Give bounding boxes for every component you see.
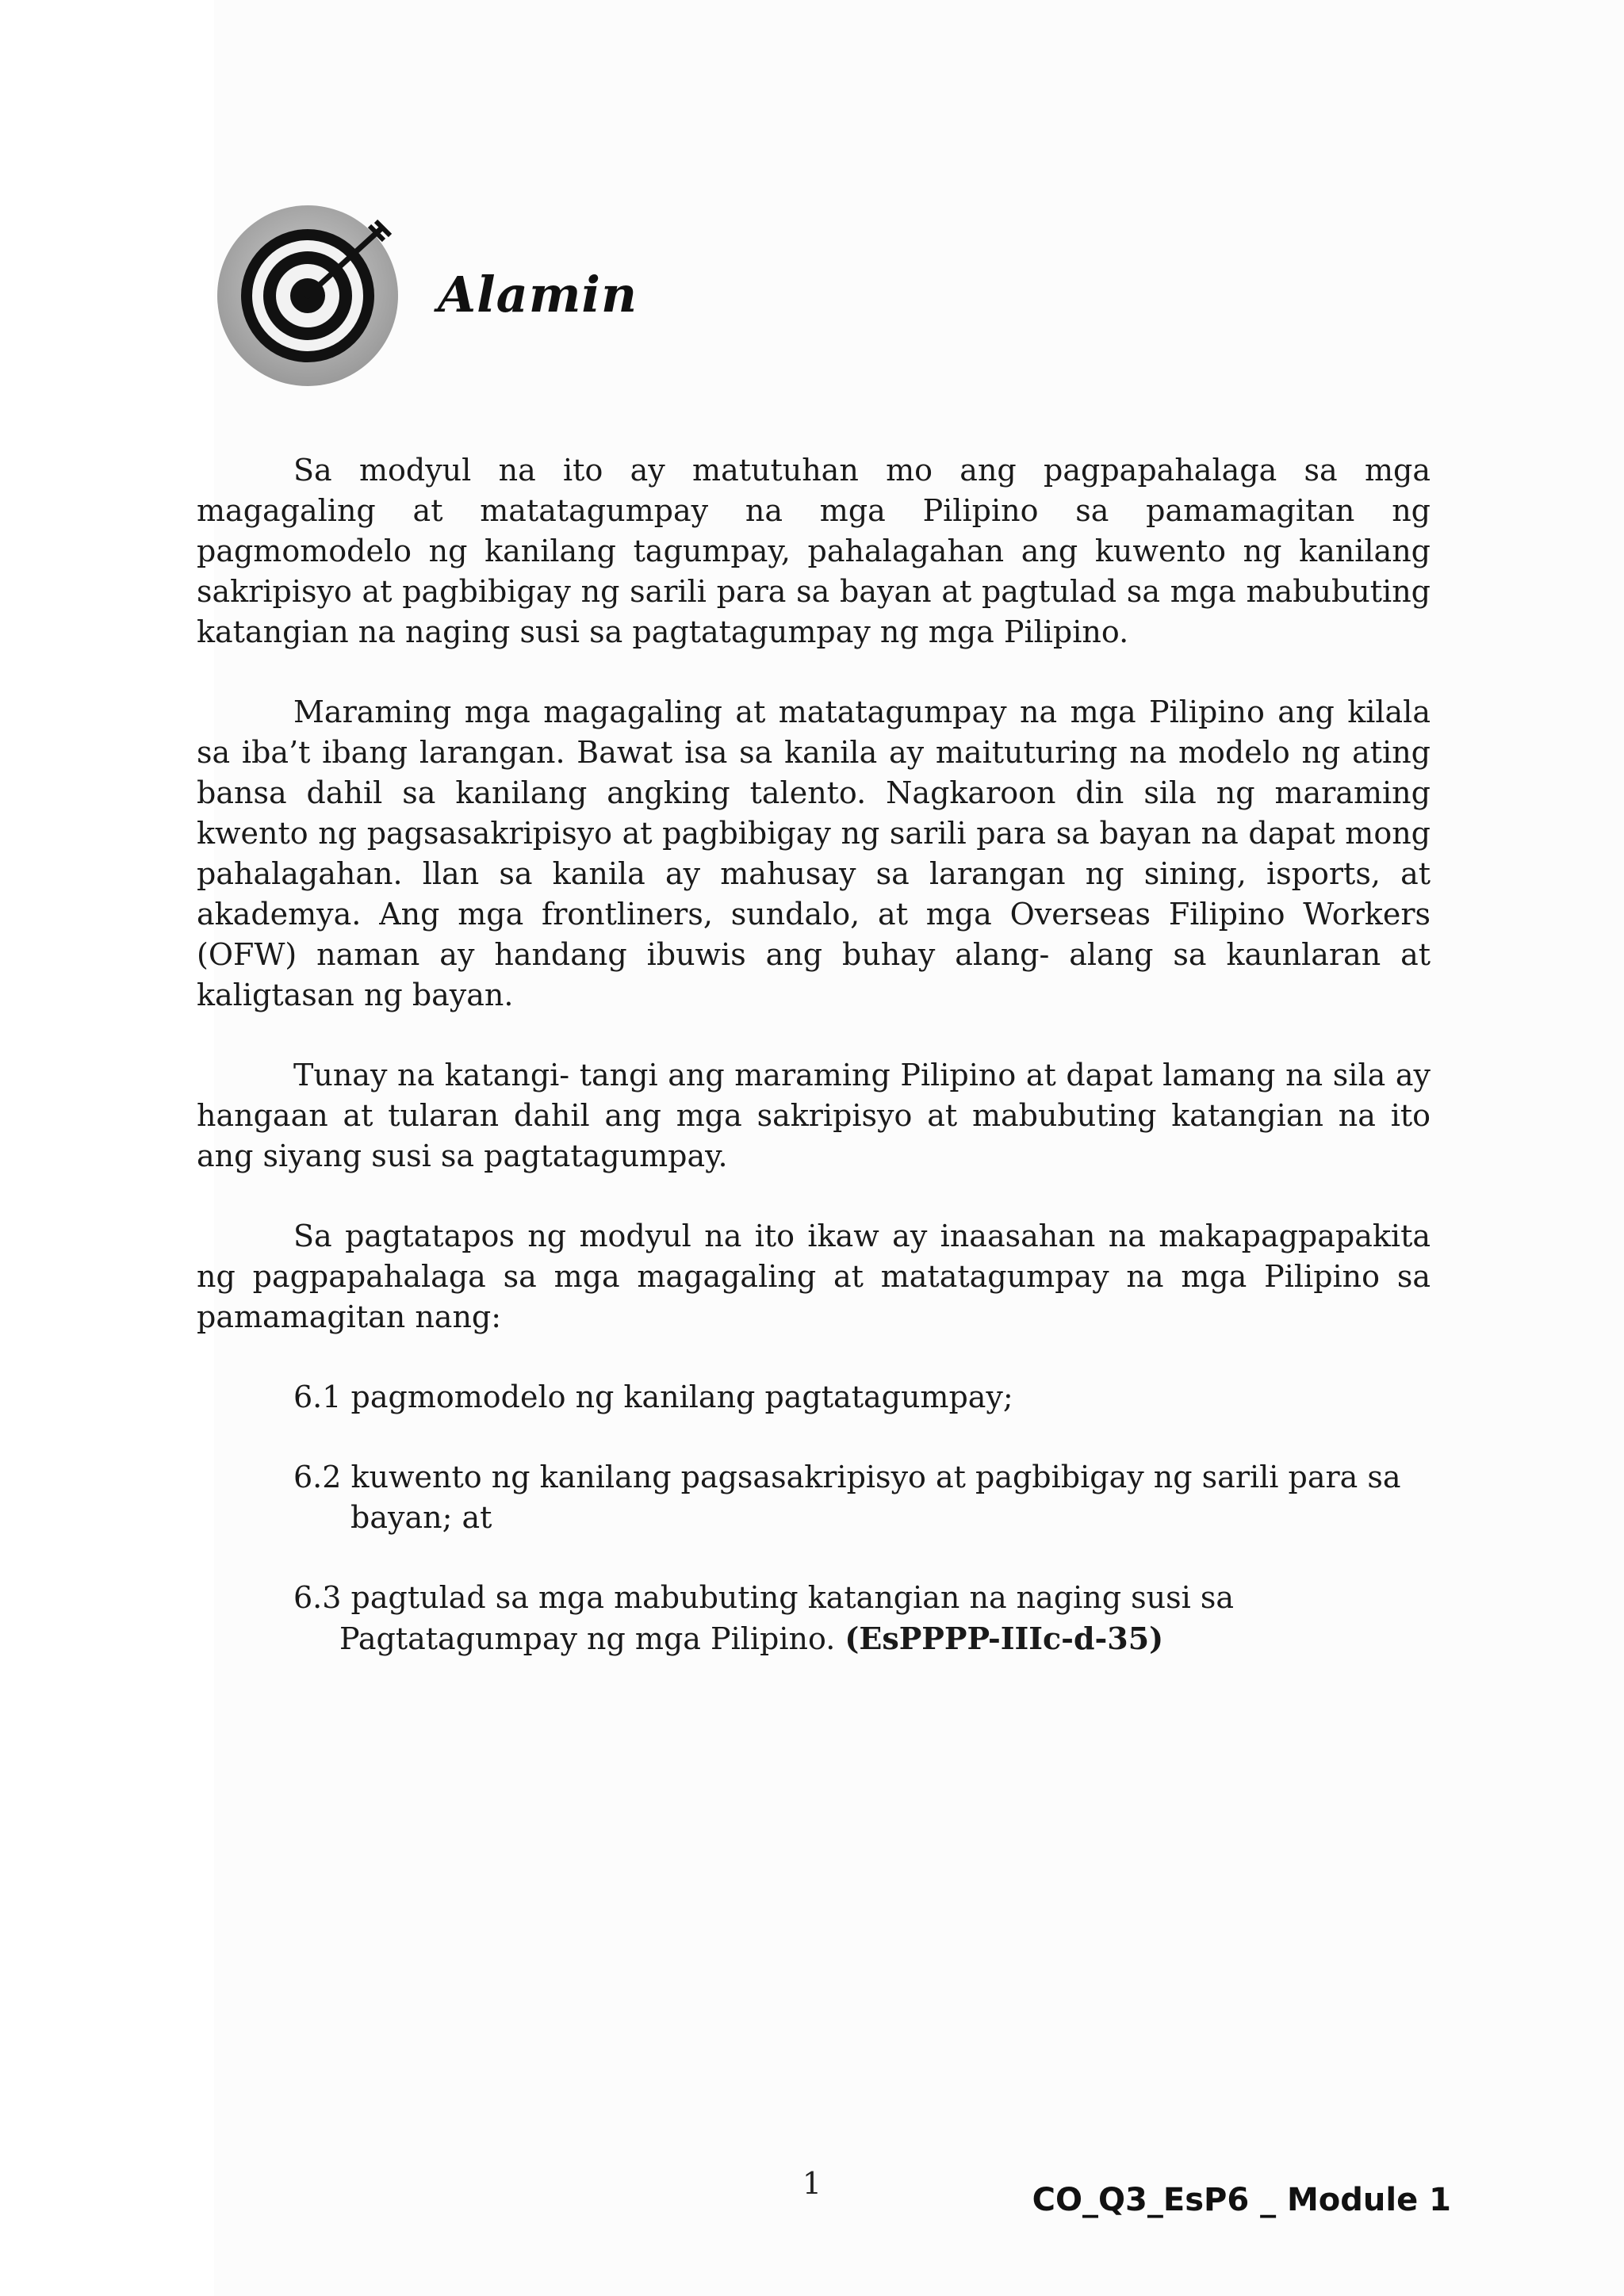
objective-item	[197, 1578, 1431, 1659]
paragraph: Sa pagtatapos ng modyul na ito ikaw ay inaasahan na makapagpapakita ng pagpapahalaga sa mga magagaling at matatagumpay na mga Pilipino sa pamamagitan nang:	[197, 1219, 1431, 1334]
objective-text-continued	[293, 1618, 1431, 1659]
objective-text-line: Pagtatagumpay ng mga Pilipino.	[339, 1621, 836, 1656]
objective-text: kuwento ng kanilang pagsasakripisyo at pagbibigay ng sarili para sa	[350, 1460, 1401, 1494]
paragraph: Tunay na katangi- tangi ang maraming Pilipino at dapat lamang na sila ay hangaan at tularan dahil ang mga sakripisyo at mabubuting katangian na ito ang siyang susi sa pagtatagumpay.	[197, 1058, 1431, 1173]
objective-number: 6.3	[293, 1580, 342, 1615]
section-title: Alamin	[438, 266, 638, 323]
objective-text: pagtulad sa mga mabubuting katangian na naging susi sa	[350, 1580, 1235, 1615]
page-number: 1	[802, 2166, 822, 2201]
target-icon	[214, 202, 401, 389]
objective-number: 6.2	[293, 1460, 342, 1494]
objective-text-continued: bayan; at	[350, 1500, 492, 1535]
paragraph: Maraming mga magagaling at matatagumpay na mga Pilipino ang kilala sa iba’t ibang larangan. Bawat isa sa kanila ay maituturing na modelo ng ating bansa dahil sa kanilang angking talento. Nagkaroon din sila ng maraming kwento ng pagsasakripisyo at pagbibigay ng sarili para sa bayan na dapat mong pahalagahan. llan sa kanila ay mahusay sa larangan ng sining, isports, at akademya. Ang mga frontliners, sundalo, at mga Overseas Filipino Workers (OFW) naman ay handang ibuwis ang buhay alang- alang sa kaunlaran at kaligtasan ng bayan.	[197, 695, 1431, 1012]
competency-code: (EsPPPP-IIIc-d-35)	[845, 1621, 1164, 1656]
objective-item	[197, 1377, 1431, 1418]
section-header	[214, 202, 848, 392]
paragraph: Sa modyul na ito ay matutuhan mo ang pagpapahalaga sa mga magagaling at matatagumpay na mga Pilipino sa pamamagitan ng pagmomodelo ng kanilang tagumpay, pahalagahan ang kuwento ng kanilang sakripisyo at pagbibigay ng sarili para sa bayan at pagtulad sa mga mabubuting katangian na naging susi sa pagtatagumpay ng mga Pilipino.	[197, 453, 1431, 649]
objective-item	[197, 1457, 1431, 1538]
objective-number: 6.1	[293, 1380, 342, 1414]
module-body	[197, 450, 1431, 1699]
module-code: CO_Q3_EsP6 _ Module 1	[1032, 2182, 1451, 2218]
objectives-list	[197, 1377, 1431, 1659]
objective-text: pagmomodelo ng kanilang pagtatagumpay;	[350, 1380, 1013, 1414]
